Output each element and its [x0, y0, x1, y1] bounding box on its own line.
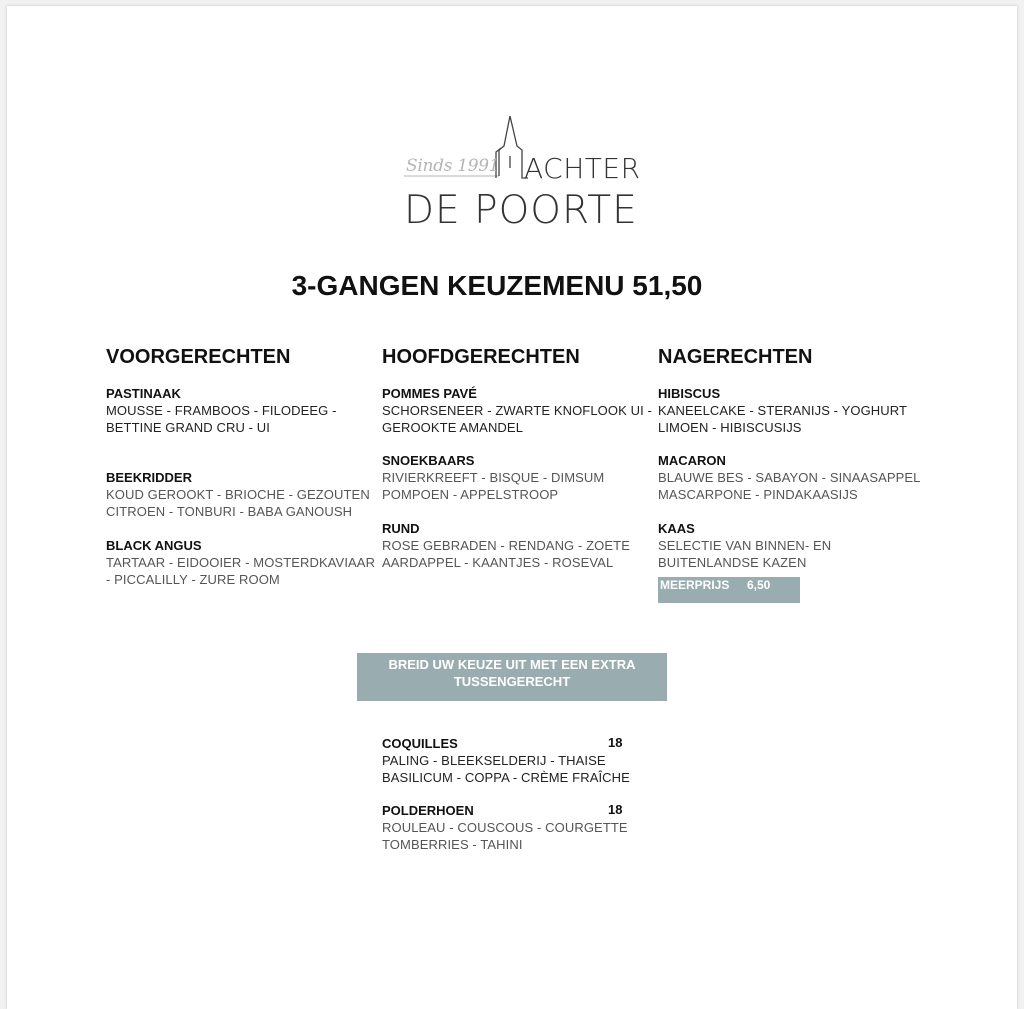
dish-name: BLACK ANGUS	[106, 538, 202, 553]
surcharge-badge	[658, 577, 800, 603]
dish-description: SCHORSENEER - ZWARTE KNOFLOOK UI - GEROOKTE AMANDEL	[382, 403, 652, 435]
dish-description: ROSE GEBRADEN - RENDANG - ZOETE AARDAPPEL - KAANTJES - ROSEVAL	[382, 538, 630, 570]
starter-dish	[106, 469, 378, 520]
dessert-dish	[658, 385, 930, 436]
extra-course-banner: BREID UW KEUZE UIT MET EEN EXTRA TUSSENGERECHT	[357, 653, 667, 701]
logo-since-text: Sinds 1991	[406, 156, 500, 176]
main-dish	[382, 520, 654, 571]
dish-description: PALING - BLEEKSELDERIJ - THAISE BASILICUM - COPPA - CRÈME FRAÎCHE	[382, 753, 630, 785]
starter-dish	[106, 537, 378, 588]
dish-name: PASTINAAK	[106, 386, 181, 401]
menu-page	[7, 6, 1017, 1009]
dish-description: KOUD GEROOKT - BRIOCHE - GEZOUTEN CITROEN - TONBURI - BABA GANOUSH	[106, 487, 370, 519]
dish-description: TARTAAR - EIDOOIER - MOSTERDKAVIAAR - PICCALILLY - ZURE ROOM	[106, 555, 376, 587]
restaurant-logo	[404, 116, 644, 236]
dish-price: 18	[608, 802, 623, 817]
main-dish	[382, 385, 654, 436]
menu-title: 3-GANGEN KEUZEMENU 51,50	[291, 270, 703, 301]
dish-description: ROULEAU - COUSCOUS - COURGETTE TOMBERRIES - TAHINI	[382, 820, 628, 852]
dish-price: 18	[608, 735, 623, 750]
dish-name: KAAS	[658, 521, 695, 536]
dish-name: POMMES PAVÉ	[382, 386, 477, 401]
dish-name: POLDERHOEN	[382, 803, 474, 818]
dish-name: SNOEKBAARS	[382, 453, 475, 468]
extra-dish	[382, 802, 654, 853]
logo-de-poorte-text: DE POORTE	[404, 188, 638, 233]
dish-name: COQUILLES	[382, 736, 458, 751]
dish-description: RIVIERKREEFT - BISQUE - DIMSUM POMPOEN - APPELSTROOP	[382, 470, 605, 502]
dish-description: MOUSSE - FRAMBOOS - FILODEEG - BETTINE GRAND CRU - UI	[106, 403, 337, 435]
extra-dish	[382, 735, 654, 786]
dish-name: MACARON	[658, 453, 726, 468]
surcharge-label: MEERPRIJS	[660, 578, 730, 592]
desserts-heading: NAGERECHTEN	[658, 346, 813, 368]
dish-description: KANEELCAKE - STERANIJS - YOGHURT LIMOEN - HIBISCUSIJS	[658, 403, 907, 435]
main-dish	[382, 452, 654, 503]
logo-achter-text: ACHTER	[524, 152, 641, 185]
dessert-dish	[658, 452, 930, 503]
dish-description: SELECTIE VAN BINNEN- EN BUITENLANDSE KAZEN	[658, 538, 832, 570]
dish-name: RUND	[382, 521, 420, 536]
starter-dish	[106, 385, 378, 436]
surcharge-value: 6,50	[747, 578, 771, 592]
dessert-dish	[658, 520, 930, 571]
dish-description: BLAUWE BES - SABAYON - SINAASAPPEL MASCARPONE - PINDAKAASIJS	[658, 470, 921, 502]
starters-heading: VOORGERECHTEN	[106, 346, 291, 368]
mains-heading: HOOFDGERECHTEN	[382, 346, 580, 368]
dish-name: BEEKRIDDER	[106, 470, 192, 485]
dish-name: HIBISCUS	[658, 386, 721, 401]
